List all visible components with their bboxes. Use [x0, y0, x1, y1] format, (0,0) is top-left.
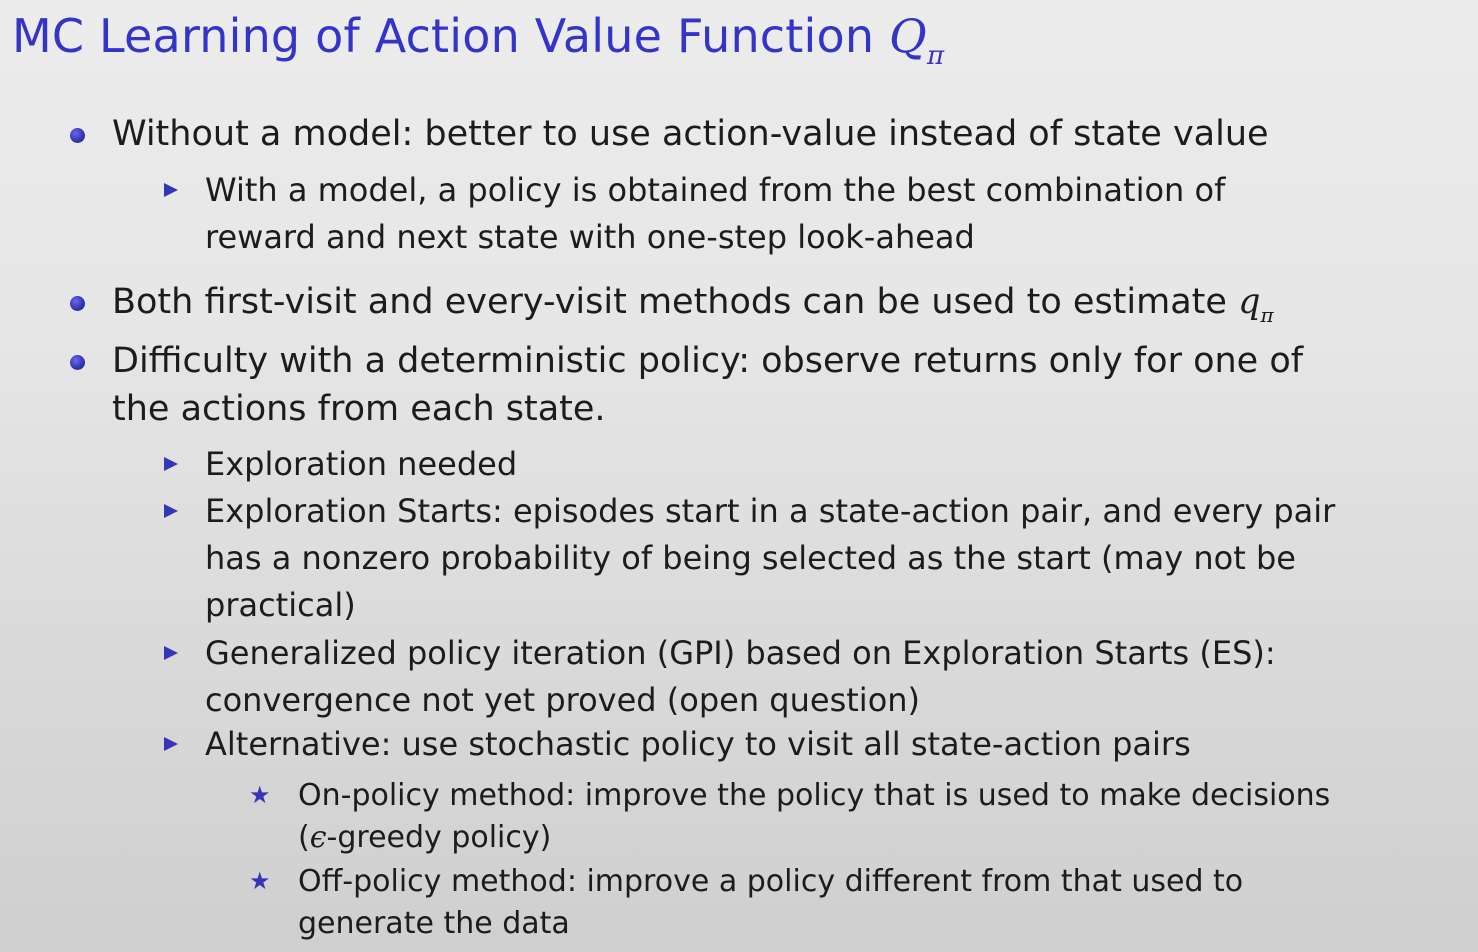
sub-bullet-text: Generalized policy iteration (GPI) based on Exploration Starts (ES):: [205, 634, 1276, 672]
slide-title: [12, 6, 944, 74]
triangle-bullet-icon: [164, 737, 178, 751]
subsub-bullet-text: On-policy method: improve the policy that is used to make decisions: [298, 778, 1331, 813]
epsilon-symbol: ϵ: [309, 820, 327, 855]
star-bullet-icon: ★: [249, 867, 271, 895]
sub-bullet-text: Exploration Starts: episodes start in a state-action pair, and every pair: [205, 492, 1336, 530]
q-symbol: q: [1238, 282, 1261, 322]
sub-bullet-text: practical): [205, 586, 356, 624]
bullet-text: [112, 278, 1274, 330]
open-paren: (: [298, 820, 310, 855]
subsub-bullet-text: [298, 817, 551, 859]
bullet-text-main: Both first-visit and every-visit methods can be used to estimate: [112, 282, 1239, 322]
bullet-text: the actions from each state.: [112, 389, 606, 429]
triangle-bullet-icon: [164, 183, 178, 197]
slide-title-text: MC Learning of Action Value Function: [12, 9, 890, 63]
star-bullet-icon: ★: [249, 781, 271, 809]
ball-bullet-icon: [70, 128, 85, 143]
subsub-bullet-text-rest: -greedy policy): [326, 820, 552, 855]
pi-subscript: π: [1260, 303, 1274, 327]
triangle-bullet-icon: [164, 504, 178, 518]
bullet-text: Without a model: better to use action-value instead of state value: [112, 114, 1269, 154]
sub-bullet-text: Exploration needed: [205, 445, 518, 483]
triangle-bullet-icon: [164, 646, 178, 660]
sub-bullet-text: has a nonzero probability of being selected as the start (may not be: [205, 539, 1296, 577]
sub-bullet-text: reward and next state with one-step look-ahead: [205, 218, 975, 256]
triangle-bullet-icon: [164, 457, 178, 471]
bullet-text: Difficulty with a deterministic policy: observe returns only for one of: [112, 341, 1304, 381]
q-pi-symbol: [1238, 282, 1274, 327]
sub-bullet-text: Alternative: use stochastic policy to visit all state-action pairs: [205, 725, 1191, 763]
subsub-bullet-text: Off-policy method: improve a policy different from that used to: [298, 864, 1244, 899]
sub-bullet-text: convergence not yet proved (open question): [205, 681, 921, 719]
ball-bullet-icon: [70, 355, 85, 370]
slide-title-subscript: π: [926, 41, 945, 71]
ball-bullet-icon: [70, 296, 85, 311]
slide-title-symbol: Q: [889, 9, 927, 63]
sub-bullet-text: With a model, a policy is obtained from the best combination of: [205, 171, 1226, 209]
subsub-bullet-text: generate the data: [298, 906, 570, 941]
